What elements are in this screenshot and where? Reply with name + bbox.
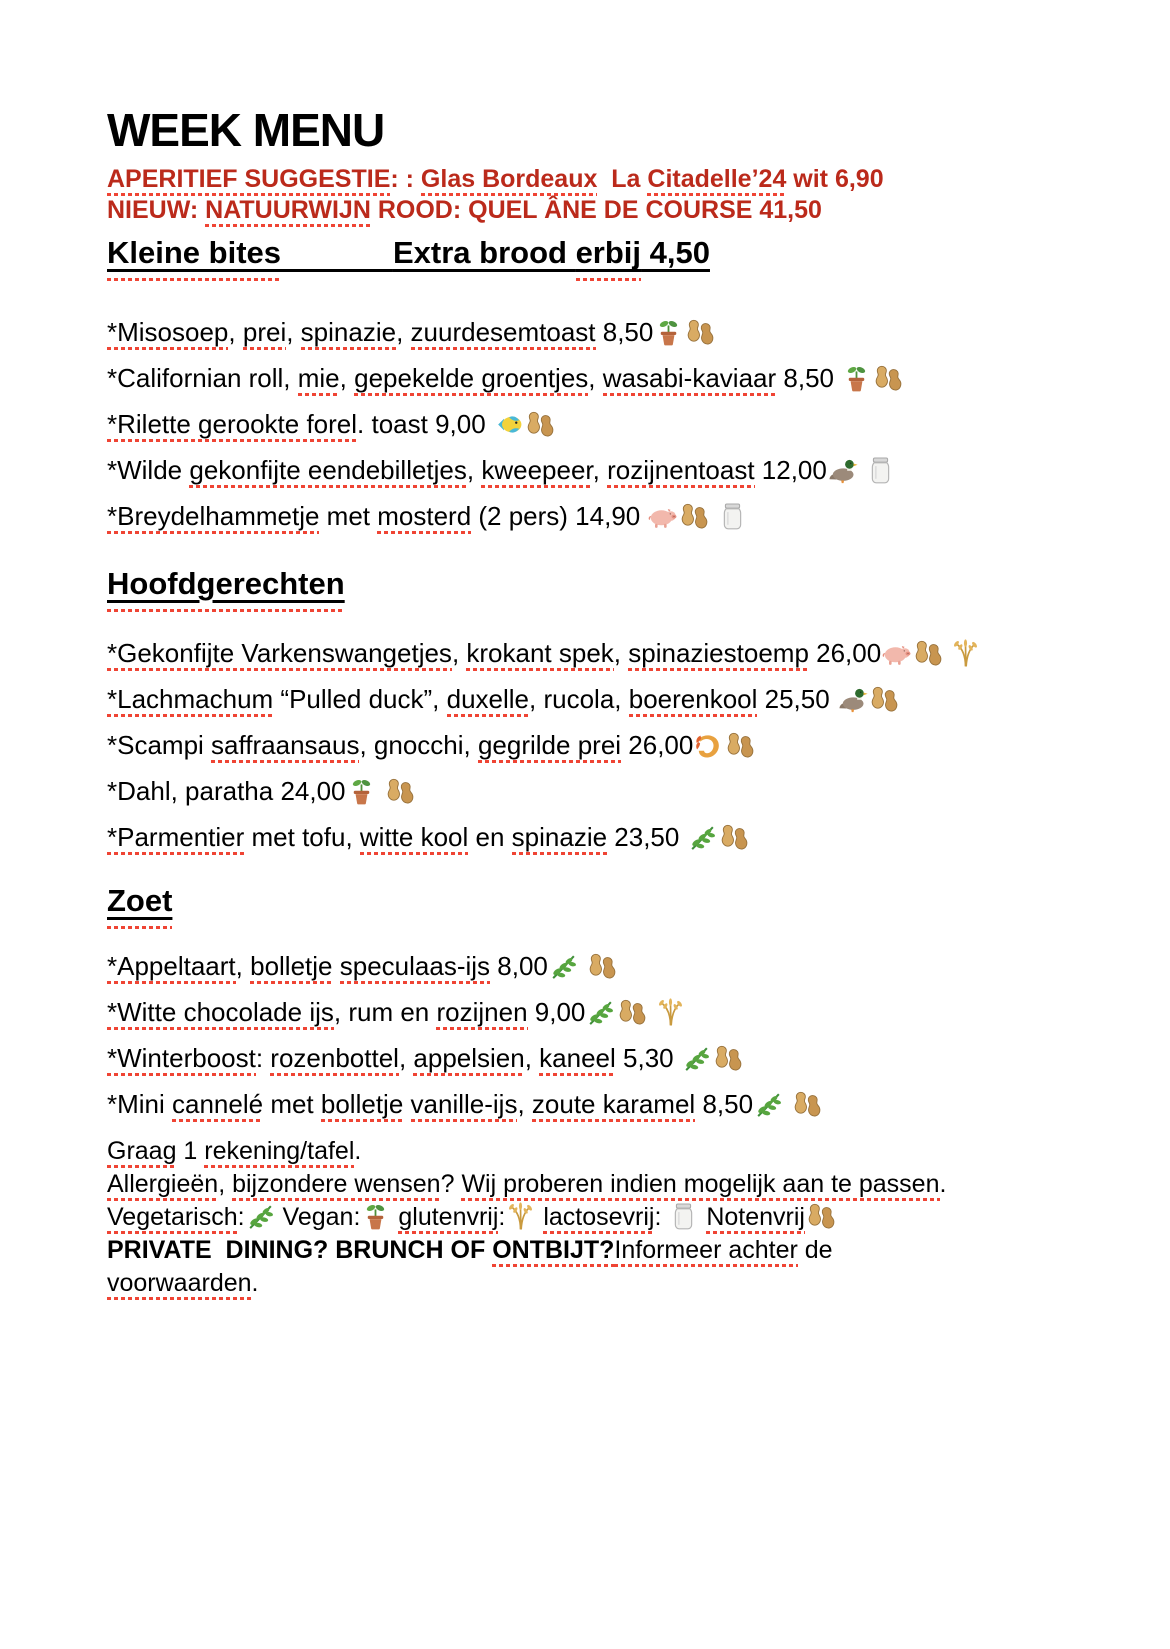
misspelled-text-segment: speculaas-ijs — [340, 951, 490, 984]
text-segment — [943, 638, 950, 668]
text-segment: 8,50 — [695, 1089, 754, 1119]
misspelled-text-segment: boerenkool — [629, 684, 758, 717]
herb-icon — [753, 1089, 784, 1120]
misspelled-text-segment: Informeer achter — [614, 1236, 797, 1267]
misspelled-text-segment: Allergieën — [107, 1170, 218, 1201]
duck-icon — [837, 684, 868, 715]
misspelled-text-segment: rekening/tafel — [204, 1137, 354, 1168]
text-segment: , — [517, 1089, 532, 1119]
herb-icon — [687, 822, 718, 853]
misspelled-text-segment: bolletje — [321, 1089, 403, 1122]
misspelled-text-segment: voorwaarden — [107, 1269, 252, 1300]
text-segment: *Mini — [107, 1089, 173, 1119]
text-segment: met tofu, — [244, 822, 360, 852]
menu-item — [107, 997, 1097, 1028]
misspelled-text-segment: *Rilette gerookte forel — [107, 409, 357, 442]
misspelled-text-segment: cannelé — [172, 1089, 263, 1122]
text-segment: . — [354, 1137, 362, 1165]
text-segment — [647, 997, 654, 1027]
jar-icon — [865, 455, 896, 486]
allergy-note — [107, 1168, 1097, 1201]
peanuts-icon — [805, 1201, 836, 1232]
misspelled-text-segment: lactosevrij — [543, 1203, 654, 1234]
text-segment: , rum en — [333, 997, 437, 1027]
text-segment: “Pulled duck”, — [273, 684, 447, 714]
text-segment: 12,00 — [754, 455, 827, 485]
section-heading-hoofdgerechten — [107, 566, 1097, 602]
misspelled-text-segment: duxelle — [447, 684, 529, 717]
text-segment: , — [396, 317, 411, 347]
herb-icon — [548, 951, 579, 982]
aperitif-suggestion-line — [107, 164, 1097, 195]
text-segment — [377, 776, 384, 806]
peanuts-icon — [791, 1089, 822, 1120]
text-segment: ROOD: QUEL ÂNE DE COURSE 41,50 — [370, 196, 822, 224]
hoofdgerechten-items — [107, 638, 1097, 853]
peanuts-icon — [718, 822, 749, 853]
misspelled-text-segment: ONTBIJT? — [492, 1236, 614, 1267]
misspelled-text-segment: *Witte chocolade ijs — [107, 997, 334, 1030]
text-segment: , — [286, 317, 301, 347]
text-segment: , — [613, 638, 629, 668]
text-segment: , — [339, 363, 355, 393]
text-segment: Vegan: — [275, 1203, 361, 1231]
text-segment: . — [251, 1269, 259, 1297]
misspelled-text-segment: spinazie — [301, 317, 396, 350]
misspelled-text-segment: kweepeer — [481, 455, 592, 488]
menu-item — [107, 501, 1097, 532]
pig-icon — [881, 638, 912, 669]
single-bill-note — [107, 1135, 1097, 1168]
section-zoet — [107, 883, 1097, 1120]
text-segment: 5,30 — [615, 1043, 681, 1073]
peanuts-icon — [872, 363, 903, 394]
misspelled-text-segment: vanille-ijs — [411, 1089, 518, 1122]
text-segment: 26,00 — [621, 730, 694, 760]
text-segment: *Wilde — [107, 455, 190, 485]
text-segment: 4,50 — [641, 235, 710, 270]
misspelled-text-segment: *Appeltaart — [107, 951, 236, 984]
text-segment: ? — [440, 1170, 462, 1198]
tropical-fish-icon — [493, 409, 524, 440]
peanuts-icon — [684, 317, 715, 348]
text-segment: 26,00 — [808, 638, 882, 668]
text-segment — [858, 455, 865, 485]
peanuts-icon — [524, 409, 555, 440]
diet-legend — [107, 1201, 1097, 1234]
menu-item — [107, 776, 1097, 807]
pig-icon — [647, 501, 678, 532]
peanuts-icon — [912, 638, 943, 669]
menu-item — [107, 1043, 1097, 1074]
text-segment: : — [498, 1203, 506, 1231]
misspelled-text-segment: Hoofdgerechten — [107, 566, 345, 612]
text-segment: , — [466, 455, 482, 485]
peanuts-icon — [868, 684, 899, 715]
menu-item — [107, 951, 1097, 982]
misspelled-text-segment: *Winterboost — [107, 1043, 256, 1076]
text-segment: 9,00 — [527, 997, 586, 1027]
misspelled-text-segment: wasabi-kaviaar — [603, 363, 776, 396]
nieuw-wine-line — [107, 195, 1097, 226]
misspelled-text-segment: kaneel — [539, 1043, 616, 1076]
text-segment: : : — [390, 165, 421, 193]
page-title: WEEK MENU — [107, 104, 385, 156]
potted-plant-icon — [346, 776, 377, 807]
text-segment: , gnocchi, — [359, 730, 478, 760]
private-dining-note-wrap — [107, 1267, 1097, 1300]
misspelled-text-segment: saffraansaus — [211, 730, 359, 763]
text-segment: 1 — [176, 1137, 205, 1165]
text-segment: (2 pers) 14,90 — [471, 501, 648, 531]
text-segment: : — [654, 1203, 669, 1231]
misspelled-text-segment: Citadelle’24 — [647, 165, 786, 196]
menu-item — [107, 684, 1097, 715]
menu-item — [107, 317, 1097, 348]
text-segment: , — [218, 1170, 233, 1198]
misspelled-text-segment: gepekelde groentjes — [354, 363, 588, 396]
text-segment: 8,00 — [490, 951, 548, 981]
potted-plant-icon — [653, 317, 684, 348]
misspelled-text-segment: witte kool — [360, 822, 468, 855]
misspelled-text-segment: rozijnentoast — [607, 455, 754, 488]
misspelled-text-segment: APERITIEF SUGGESTIE — [107, 165, 390, 196]
misspelled-text-segment: mosterd — [377, 501, 471, 534]
peanuts-icon — [712, 1043, 743, 1074]
misspelled-text-segment: NATUURWIJN — [205, 196, 371, 227]
misspelled-text-segment: gekonfijte eendebilletjes — [189, 455, 467, 488]
text-segment: met — [319, 501, 378, 531]
menu-item — [107, 822, 1097, 853]
text-segment: , — [228, 317, 243, 347]
section-kleine-bites — [107, 235, 1097, 532]
menu-item — [107, 1089, 1097, 1120]
sheaf-of-rice-icon — [655, 997, 686, 1028]
text-segment: , rucola, — [529, 684, 629, 714]
misspelled-text-segment: Glas Bordeaux — [421, 165, 597, 196]
section-heading-zoet — [107, 883, 1097, 919]
text-segment: *Californian roll, — [107, 363, 298, 393]
misspelled-text-segment: rozijnen — [436, 997, 527, 1030]
peanuts-icon — [586, 951, 617, 982]
section-heading-kleine-bites — [107, 235, 1097, 271]
text-segment: . toast 9,00 — [357, 409, 493, 439]
menu-item — [107, 730, 1097, 761]
misspelled-text-segment: *Parmentier — [107, 822, 244, 855]
menu-item — [107, 455, 1097, 486]
menu-item — [107, 638, 1097, 669]
misspelled-text-segment: prei — [243, 317, 286, 350]
text-segment: : — [255, 1043, 271, 1073]
text-segment: , — [398, 1043, 414, 1073]
misspelled-text-segment: *Breydelhammetje — [107, 501, 319, 534]
zoet-items — [107, 951, 1097, 1120]
text-segment — [579, 951, 586, 981]
text-segment: , — [588, 363, 603, 393]
misspelled-text-segment: zuurdesemtoast — [411, 317, 596, 350]
misspelled-text-segment: Wij proberen indien mogelijk aan te passen — [461, 1170, 939, 1201]
text-segment — [333, 951, 340, 981]
text-segment — [403, 1089, 410, 1119]
section-hoofdgerechten — [107, 566, 1097, 853]
text-segment: . — [939, 1170, 947, 1198]
sheaf-of-rice-icon — [505, 1201, 536, 1232]
duck-icon — [827, 455, 858, 486]
footer-notes — [107, 1135, 1097, 1300]
text-segment: 8,50 — [595, 317, 654, 347]
private-dining-note — [107, 1234, 1097, 1267]
misspelled-text-segment: mie — [298, 363, 340, 396]
kleine-bites-items — [107, 317, 1097, 532]
text-segment: , — [524, 1043, 540, 1073]
misspelled-text-segment: Zoet — [107, 883, 172, 929]
text-segment: de — [797, 1236, 833, 1264]
text-segment: *Dahl, paratha 24,00 — [107, 776, 346, 806]
text-segment: 8,50 — [776, 363, 842, 393]
text-segment: 23,50 — [607, 822, 687, 852]
misspelled-text-segment: gegrilde prei — [478, 730, 621, 763]
fried-shrimp-icon — [693, 730, 724, 761]
text-segment — [709, 501, 716, 531]
text-segment: : — [237, 1203, 245, 1231]
misspelled-text-segment: Graag — [107, 1137, 176, 1168]
peanuts-icon — [384, 776, 415, 807]
misspelled-text-segment: Kleine bites — [107, 235, 281, 281]
text-segment: , — [592, 455, 608, 485]
misspelled-text-segment: glutenvrij — [398, 1203, 498, 1234]
jar-icon — [717, 501, 748, 532]
misspelled-text-segment: zoute karamel — [532, 1089, 695, 1122]
herb-icon — [245, 1201, 276, 1232]
text-segment: Extra brood — [392, 235, 576, 270]
menu-item — [107, 363, 1097, 394]
peanuts-icon — [616, 997, 647, 1028]
herb-icon — [681, 1043, 712, 1074]
jar-icon — [668, 1201, 699, 1232]
misspelled-text-segment: rozenbottel — [270, 1043, 399, 1076]
herb-icon — [585, 997, 616, 1028]
text-segment: en — [468, 822, 512, 852]
misspelled-text-segment: spinazie — [512, 822, 607, 855]
misspelled-text-segment: Notenvrij — [706, 1203, 805, 1234]
text-segment: 25,50 — [757, 684, 837, 714]
sheaf-of-rice-icon — [950, 638, 981, 669]
misspelled-text-segment: bolletje — [250, 951, 332, 984]
misspelled-text-segment: *Lachmachum — [107, 684, 273, 717]
menu-content — [107, 106, 1097, 1300]
potted-plant-icon — [360, 1201, 391, 1232]
text-segment: , — [235, 951, 251, 981]
text-segment: La — [597, 165, 648, 193]
misspelled-text-segment: *Misosoep — [107, 317, 228, 350]
misspelled-text-segment: spinaziestoemp — [628, 638, 809, 671]
peanuts-icon — [724, 730, 755, 761]
text-segment — [784, 1089, 791, 1119]
misspelled-text-segment: bijzondere wensen — [232, 1170, 440, 1201]
menu-item — [107, 409, 1097, 440]
misspelled-text-segment: appelsien — [413, 1043, 524, 1076]
misspelled-text-segment: krokant spek — [466, 638, 613, 671]
misspelled-text-segment: Vegetarisch — [107, 1203, 238, 1234]
text-segment: *Scampi — [107, 730, 212, 760]
potted-plant-icon — [841, 363, 872, 394]
misspelled-text-segment: erbij — [576, 235, 641, 281]
text-segment — [281, 235, 393, 270]
misspelled-text-segment: *Gekonfijte Varkenswangetjes — [107, 638, 452, 671]
text-segment: wit 6,90 — [786, 165, 884, 193]
text-segment: PRIVATE DINING? BRUNCH OF — [107, 1236, 493, 1264]
text-segment: , — [451, 638, 467, 668]
text-segment: NIEUW: — [107, 196, 206, 224]
peanuts-icon — [678, 501, 709, 532]
text-segment: met — [263, 1089, 321, 1119]
